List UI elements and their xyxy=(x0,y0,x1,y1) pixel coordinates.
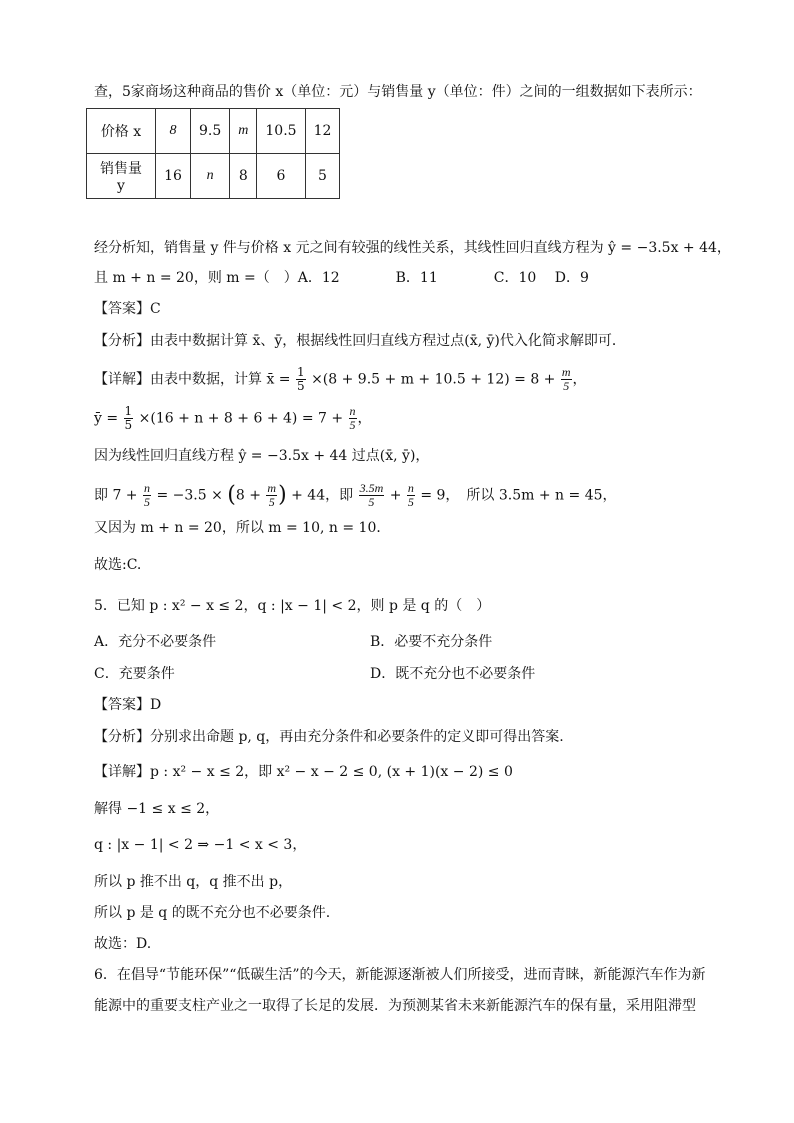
fraction: $\frac{m}{5}$ xyxy=(561,365,571,393)
q4-stem-line-2: 且 m + n = 20，则 m =（ ）A．12 B．11 C．10 D．9 xyxy=(94,270,589,286)
ybar-sum: ×(16 + n + 8 + 6 + 4) = 7 + xyxy=(138,410,344,427)
paren-close: ) xyxy=(278,482,287,508)
table-cell: 9.5 xyxy=(191,109,230,154)
eq-part: 即 7 + xyxy=(94,487,138,504)
table-cell: 8 xyxy=(230,154,257,199)
intro-text: 查，5家商场这种商品的售价 x（单位：元）与销售量 y（单位：件）之间的一组数据如下表所示： xyxy=(94,84,702,100)
eq-part: = 9， 所以 3.5m + n = 45， xyxy=(420,487,617,504)
eq-part: + 44，即 xyxy=(291,487,354,504)
q4-stem-line-1: 经分析知，销售量 y 件与价格 x 元之间有较强的线性关系，其线性回归直线方程为 ŷ = −3.5x + 44， xyxy=(94,240,731,256)
q5-line-1: 解得 −1 ≤ x ≤ 2， xyxy=(94,801,220,817)
q5-line-4: 所以 p 是 q 的既不充分也不必要条件. xyxy=(94,905,331,921)
fraction: $\frac{n}{5}$ xyxy=(144,481,150,509)
eq-part: 8 + xyxy=(235,487,261,504)
table-cell: 8 xyxy=(156,109,191,154)
q5-option-a: A．充分不必要条件 xyxy=(94,634,217,650)
q5-stem: 5．已知 p : x² − x ≤ 2，q : |x − 1| < 2，则 p 是 q 的（ ） xyxy=(94,598,491,614)
q5-detail: 【详解】p : x² − x ≤ 2，即 x² − x − 2 ≤ 0, (x + 1)(x − 2) ≤ 0 xyxy=(94,764,513,780)
q5-analysis: 【分析】分别求出命题 p, q，再由充分条件和必要条件的定义即可得出答案. xyxy=(94,729,564,745)
q6-line-1: 6．在倡导“节能环保”“低碳生活”的今天，新能源逐渐被人们所接受，进而青睐，新能源汽车作为新 xyxy=(94,967,706,983)
table-cell: 5 xyxy=(305,154,340,199)
q4-equation-line xyxy=(94,482,617,509)
detail-label: 【详解】由表中数据，计算 xyxy=(94,371,262,388)
q4-detail-xbar xyxy=(94,366,587,393)
table-row xyxy=(87,154,340,199)
xbar-sum: ×(8 + 9.5 + m + 10.5 + 12) = 8 + xyxy=(311,371,556,388)
q5-line-2: q : |x − 1| < 2 ⇒ −1 < x < 3， xyxy=(94,837,307,853)
q4-analysis: 【分析】由表中数据计算 x̄、ȳ，根据线性回归直线方程过点(x̄, ȳ)代入化简求解即可． xyxy=(94,333,626,349)
price-sales-table xyxy=(86,108,340,199)
table-cell: 16 xyxy=(156,154,191,199)
ybar-lhs: ȳ = xyxy=(94,410,119,427)
q5-choose: 故选：D. xyxy=(94,936,152,952)
fraction: $\frac{m}{5}$ xyxy=(267,481,277,509)
eq-part: + xyxy=(389,487,402,504)
q4-also-line: 又因为 m + n = 20，所以 m = 10, n = 10． xyxy=(94,520,391,536)
q5-option-b: B．必要不充分条件 xyxy=(370,634,493,650)
table-cell: 12 xyxy=(305,109,340,154)
table-cell: 6 xyxy=(257,154,305,199)
comma: ， xyxy=(357,410,372,427)
q4-detail-ybar xyxy=(94,405,372,432)
q4-because-line: 因为线性回归直线方程 ŷ = −3.5x + 44 过点(x̄, ȳ)， xyxy=(94,448,430,464)
fraction: $\frac{n}{5}$ xyxy=(349,404,356,432)
fraction: $\frac{3.5m}{5}$ xyxy=(359,481,384,509)
table-cell: m xyxy=(230,109,257,154)
table-cell: n xyxy=(191,154,230,199)
xbar-lhs: x̄ = xyxy=(266,371,291,388)
q6-line-2: 能源中的重要支柱产业之一取得了长足的发展．为预测某省未来新能源汽车的保有量，采用阻滞型 xyxy=(94,998,696,1014)
eq-part: = −3.5 × xyxy=(156,487,223,504)
fraction: $\frac{1}{5}$ xyxy=(124,404,133,432)
q5-option-d: D．既不充分也不必要条件 xyxy=(370,666,536,682)
table-cell: 价格 x xyxy=(87,109,156,154)
paren-open: ( xyxy=(227,482,236,508)
fraction: $\frac{n}{5}$ xyxy=(407,481,414,509)
table-cell: 10.5 xyxy=(257,109,305,154)
q4-choose: 故选:C. xyxy=(94,557,142,573)
q5-option-c: C．充要条件 xyxy=(94,666,175,682)
fraction: $\frac{1}{5}$ xyxy=(296,365,305,393)
table-cell: 销售量 y xyxy=(87,154,156,199)
q4-answer: 【答案】C xyxy=(94,301,161,317)
q5-line-3: 所以 p 推不出 q，q 推不出 p， xyxy=(94,874,293,890)
table-row xyxy=(87,109,340,154)
comma: ， xyxy=(572,371,587,388)
q5-answer: 【答案】D xyxy=(94,697,162,713)
